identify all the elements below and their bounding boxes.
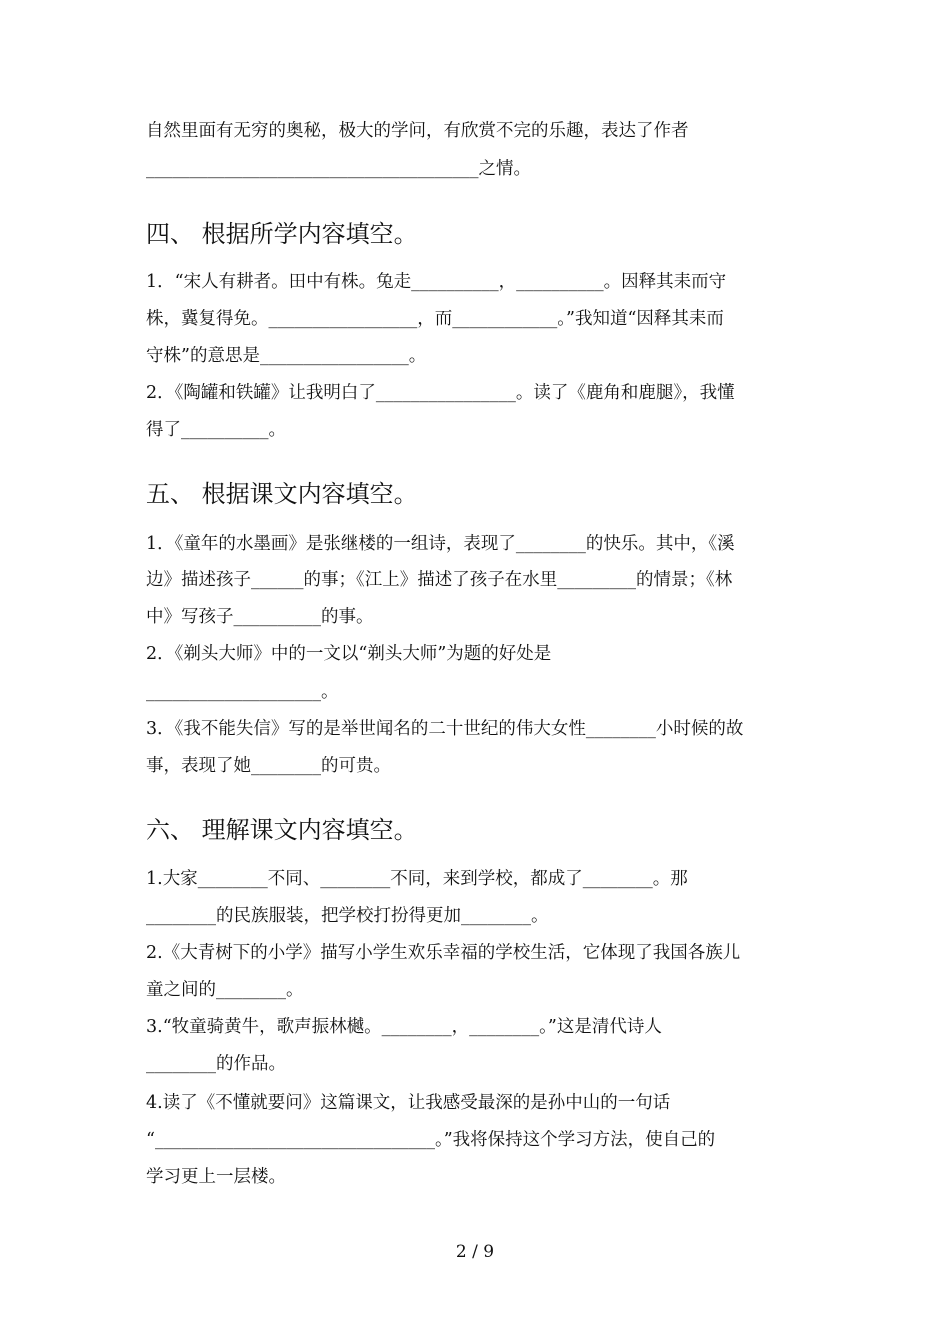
section-5-line-1: 1．《童年的水墨画》是张继楼的一组诗，表现了________的快乐。其中，《溪 xyxy=(146,534,735,554)
section-6-line-7: 4.读了《不懂就要问》这篇课文，让我感受最深的是孙中山的一句话 xyxy=(146,1093,671,1113)
section-5-line-2: 边》描述孩子______的事；《江上》描述了孩子在水里_________的情景；《林 xyxy=(146,570,733,590)
intro-line-2: ______________________________________之情。 xyxy=(146,159,531,179)
section-6-line-1: 1.大家________不同、________不同，来到学校，都成了________。那 xyxy=(146,869,688,889)
page-number: 2 / 9 xyxy=(455,1242,495,1262)
section-6-line-9: 学习更上一层楼。 xyxy=(146,1167,286,1187)
section-4-line-3: 守株”的意思是_________________。 xyxy=(146,346,427,366)
section-4-heading: 四、 根据所学内容填空。 xyxy=(146,220,418,248)
section-6-line-5: 3.“牧童骑黄牛，歌声振林樾。________，________。”这是清代诗人 xyxy=(146,1017,662,1037)
section-4-line-4: 2．《陶罐和铁罐》让我明白了________________。读了《鹿角和鹿腿》，我懂 xyxy=(146,383,735,403)
section-5-line-6: 3．《我不能失信》写的是举世闻名的二十世纪的伟大女性________小时候的故 xyxy=(146,719,744,739)
section-5-heading: 五、 根据课文内容填空。 xyxy=(146,480,418,508)
intro-line-1: 自然里面有无穷的奥秘，极大的学问，有欣赏不完的乐趣，表达了作者 xyxy=(146,121,689,141)
section-6-line-4: 童之间的________。 xyxy=(146,980,304,1000)
section-4-line-2: 株，冀复得免。_________________，而____________。”我知道“因释其耒而 xyxy=(146,309,724,329)
section-4-line-5: 得了__________。 xyxy=(146,420,286,440)
section-6-line-2: ________的民族服装，把学校打扮得更加________。 xyxy=(146,906,549,926)
section-6-line-8: “________________________________。”我将保持这个学习方法，使自己的 xyxy=(146,1130,716,1150)
section-6-line-3: 2.《大青树下的小学》描写小学生欢乐幸福的学校生活，它体现了我国各族儿 xyxy=(146,943,741,963)
section-4-line-1: 1．“宋人有耕者。田中有株。兔走__________，__________。因释其耒而守 xyxy=(146,272,727,292)
section-5-line-4: 2．《剃头大师》中的一文以“剃头大师”为题的好处是 xyxy=(146,644,552,664)
section-5-line-3: 中》写孩子__________的事。 xyxy=(146,607,374,627)
section-6-line-6: ________的作品。 xyxy=(146,1054,286,1074)
section-5-line-7: 事，表现了她________的可贵。 xyxy=(146,756,391,776)
section-6-heading: 六、 理解课文内容填空。 xyxy=(146,816,418,844)
section-5-line-5: ____________________。 xyxy=(146,682,339,702)
